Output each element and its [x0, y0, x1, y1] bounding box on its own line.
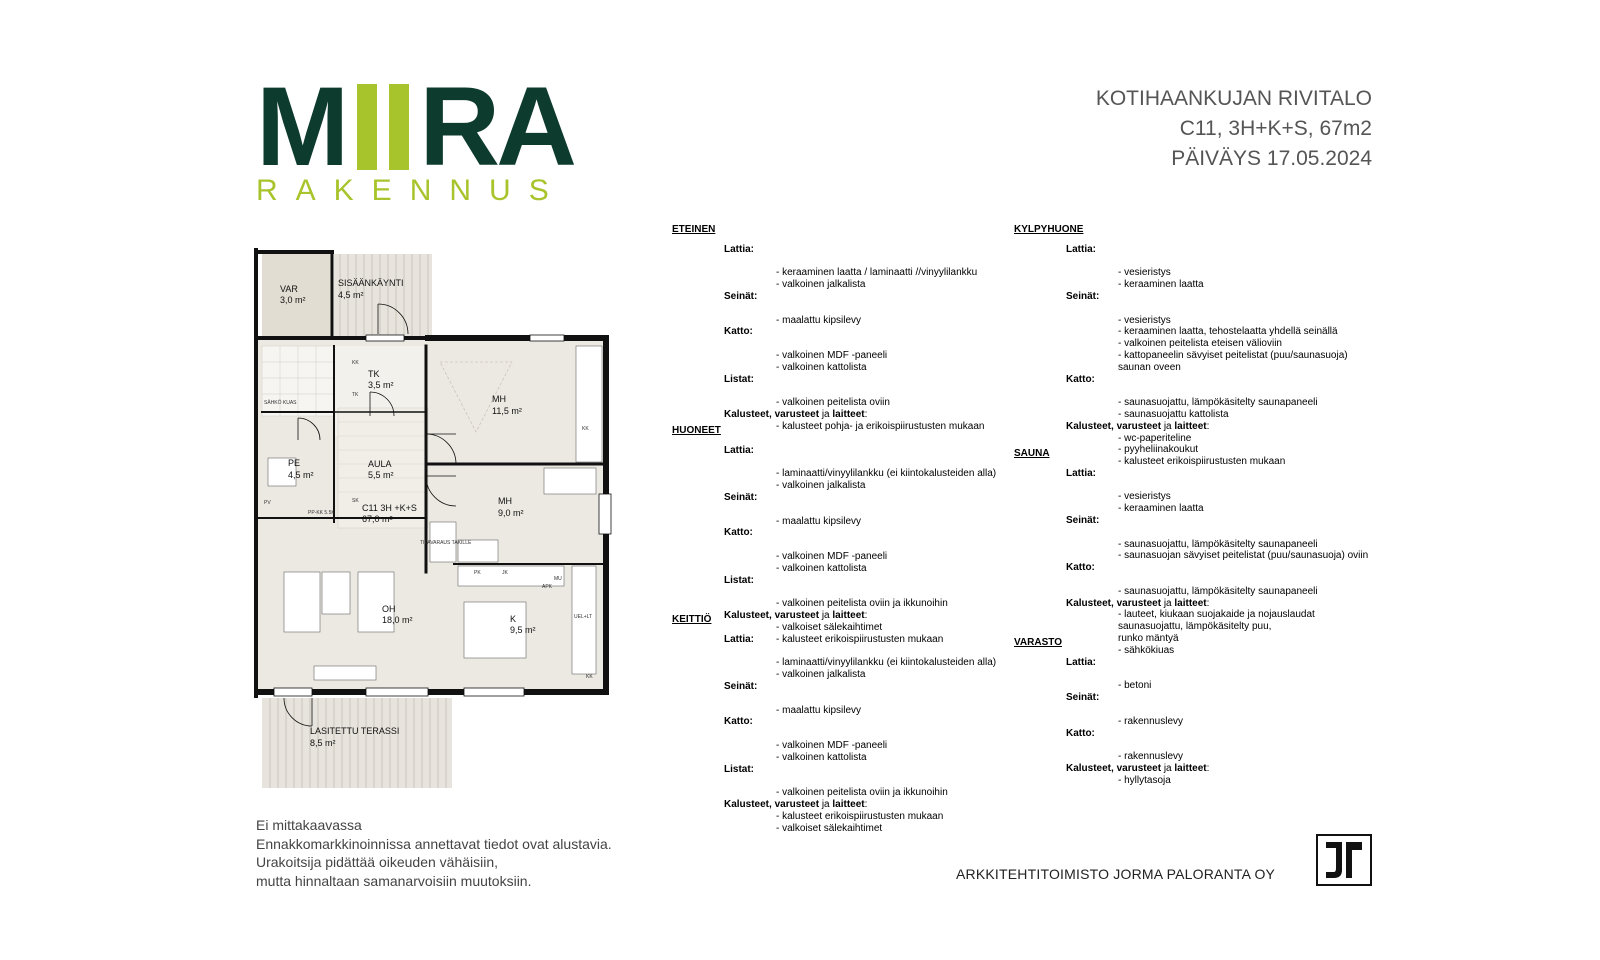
eteinen-katto-item: - valkoinen MDF -paneeli: [776, 349, 888, 361]
kylpyhuone-lattia-item: - keraaminen laatta: [1118, 279, 1204, 291]
huoneet-lattia-item: - laminaatti/vinyylilankku (ei kiintokalusteiden alla): [776, 468, 997, 480]
eteinen-kalusteet-item: - kalusteet pohja- ja erikoispiirustusten mukaan: [776, 420, 985, 432]
room-mh1-area: 11,5 m²: [492, 406, 522, 416]
sauna-lattia-item: - vesieristys: [1118, 491, 1171, 503]
project-name: KOTIHAANKUJAN RIVITALO: [1095, 87, 1372, 110]
keittio-katto-item: - valkoinen kattolista: [776, 751, 867, 763]
tag-jk: JK: [502, 570, 508, 576]
kalusteet-word: Kalusteet: [724, 408, 770, 420]
keittio-listat-label: Listat:: [724, 763, 754, 775]
logo-green-bars: [349, 84, 419, 170]
varasto-kalusteet-label: [1066, 763, 1209, 775]
room-terrace: LASITETTU TERASSI: [310, 726, 400, 736]
huoneet-katto-item: - valkoinen MDF -paneeli: [776, 550, 888, 562]
varusteet-word: , varusteet: [769, 798, 820, 810]
tag-pv: PV: [264, 500, 271, 506]
varasto-lattia-label: Lattia:: [1066, 656, 1096, 668]
varasto-seinat-item: - rakennuslevy: [1118, 715, 1184, 727]
room-pe-area: 4,5 m²: [288, 470, 314, 480]
room-aula: AULA: [368, 459, 392, 469]
kylpyhuone-title: KYLPYHUONE: [1014, 224, 1084, 235]
laitteet-word: laitteet: [832, 798, 865, 810]
tag-sahko: SÄHKÖ KUAS: [264, 400, 297, 406]
sauna-seinat-item: - saunasuojan sävyiset peitelistat (puu/saunasuoja) oviin: [1118, 550, 1369, 562]
sauna-kalusteet-item: - lauteet, kiukaan suojakaide ja nojauslaudat: [1118, 609, 1315, 621]
tag-tk: TK: [352, 392, 359, 398]
sauna-seinat-label: Seinät:: [1066, 514, 1100, 526]
keittio-seinat-item: - maalattu kipsilevy: [776, 704, 862, 716]
apartment-type: C11, 3H+K+S, 67m2: [1179, 117, 1372, 140]
huoneet-lattia-item: - valkoinen jalkalista: [776, 480, 866, 492]
room-k: K: [510, 614, 517, 624]
disclaimer-line-4: mutta hinnaltaan samanarvoisiin muutoksiin.: [256, 872, 532, 889]
huoneet-lattia-label: Lattia:: [724, 444, 754, 456]
eteinen-lattia-item: - keraaminen laatta / laminaatti //vinyylilankku: [776, 267, 978, 279]
room-pe: PE: [288, 458, 301, 468]
tag-sk: SK: [352, 498, 359, 504]
laitteet-word: laitteet: [1174, 597, 1207, 609]
kylpyhuone-seinat-item: - valkoinen peitelista eteisen välioviin: [1118, 338, 1282, 350]
eteinen-seinat-label: Seinät:: [724, 290, 758, 302]
ja-word: ja: [1161, 597, 1175, 609]
huoneet-listat-item: - valkoinen peitelista oviin ja ikkunoihin: [776, 598, 948, 610]
disclaimer-line-3: Urakoitsija pidättää oikeuden vähäisiin,: [256, 854, 499, 870]
colon: :: [1206, 762, 1210, 774]
tag-kk-mh1: KK: [582, 426, 589, 432]
tag-mu: MU: [554, 576, 562, 582]
varusteet-word: , varusteet: [1111, 420, 1162, 432]
sauna-kalusteet-item: - sähkökiuas: [1118, 644, 1175, 656]
unit-name: C11 3H +K+S: [362, 503, 417, 513]
varasto-seinat-label: Seinät:: [1066, 692, 1100, 704]
sauna-seinat-item: - saunasuojattu, lämpökäsitelty saunapaneeli: [1118, 538, 1318, 550]
kylpyhuone-lattia-item: - vesieristys: [1118, 267, 1171, 279]
logo-letters-ra: RA: [419, 64, 574, 189]
keittio-lattia-item: - valkoinen jalkalista: [776, 669, 866, 681]
sauna-kalusteet-item: saunasuojattu, lämpökäsitelty puu,: [1118, 621, 1272, 633]
room-oh: OH: [382, 604, 396, 614]
room-entrance: SISÄÄNKÄYNTI: [338, 278, 404, 288]
disclaimer: [256, 816, 612, 890]
section-eteinen: [672, 224, 984, 433]
keittio-title: KEITTIÖ: [672, 614, 712, 625]
tag-kk: KK: [352, 360, 359, 366]
sauna-katto-label: Katto:: [1066, 562, 1095, 574]
unit-area: 67,0 m²: [362, 514, 393, 524]
eteinen-katto-label: Katto:: [724, 326, 753, 338]
ja-word: ja: [819, 408, 833, 420]
kylpyhuone-katto-item: - saunasuojattu kattolista: [1118, 408, 1229, 420]
mira-rakennus-logo: [256, 64, 600, 210]
huoneet-kalusteet-item: - valkoiset sälekaihtimet: [776, 621, 883, 633]
section-huoneet: [672, 425, 996, 645]
eteinen-kalusteet-label: [724, 409, 984, 421]
ja-word: ja: [1161, 762, 1175, 774]
eteinen-seinat-item: - maalattu kipsilevy: [776, 314, 862, 326]
huoneet-title: HUONEET: [672, 425, 721, 436]
varasto-katto-label: Katto:: [1066, 727, 1095, 739]
kylpyhuone-katto-item: - saunasuojattu, lämpökäsitelty saunapaneeli: [1118, 397, 1318, 409]
colon: :: [1206, 597, 1210, 609]
huoneet-kalusteet-item: - kalusteet erikoispiirustusten mukaan: [776, 633, 944, 645]
varusteet-word: , varusteet: [769, 609, 820, 621]
room-tk: TK: [368, 369, 380, 379]
disclaimer-line-2: Ennakkomarkkinoinnissa annettavat tiedot ovat alustavia.: [256, 835, 612, 852]
kylpyhuone-seinat-label: Seinät:: [1066, 290, 1100, 302]
huoneet-listat-label: Listat:: [724, 574, 754, 586]
kalusteet-word: Kalusteet: [724, 798, 770, 810]
sauna-lattia-label: Lattia:: [1066, 467, 1096, 479]
room-k-area: 9,5 m²: [510, 625, 536, 635]
kylpyhuone-seinat-item: - keraaminen laatta, tehostelaatta yhdellä seinällä: [1118, 326, 1338, 338]
eteinen-title: ETEINEN: [672, 224, 716, 235]
tag-apk: APK: [542, 584, 553, 590]
kalusteet-word: Kalusteet: [724, 609, 770, 621]
kylpyhuone-kalusteet-item: - kalusteet erikoispiirustusten mukaan: [1118, 456, 1286, 468]
keittio-lattia-label: Lattia:: [724, 633, 754, 645]
room-aula-area: 5,5 m²: [368, 470, 394, 480]
huoneet-katto-label: Katto:: [724, 527, 753, 539]
tag-uel: UEL+LT: [574, 614, 593, 620]
section-varasto: [1014, 637, 1209, 787]
tag-tilavaraus: TILAVARAUS TAKILLE: [420, 540, 472, 546]
varusteet-word: , varusteet: [1111, 762, 1162, 774]
keittio-kalusteet-item: - kalusteet erikoispiirustusten mukaan: [776, 810, 944, 822]
sauna-kalusteet-item: runko mäntyä: [1118, 632, 1179, 644]
varasto-katto-item: - rakennuslevy: [1118, 751, 1184, 763]
keittio-listat-item: - valkoinen peitelista oviin ja ikkunoihin: [776, 787, 948, 799]
sauna-katto-item: - saunasuojattu, lämpökäsitelty saunapaneeli: [1118, 585, 1318, 597]
eteinen-listat-item: - valkoinen peitelista oviin: [776, 397, 890, 409]
eteinen-lattia-item: - valkoinen jalkalista: [776, 279, 866, 291]
kylpyhuone-seinat-item: saunan oveen: [1118, 361, 1181, 373]
section-sauna: [1014, 448, 1368, 657]
keittio-katto-label: Katto:: [724, 716, 753, 728]
colon: :: [864, 609, 868, 621]
room-oh-area: 18,0 m²: [382, 615, 413, 625]
tag-ppk: PP-KK 5.5K: [308, 510, 335, 516]
keittio-lattia-item: - laminaatti/vinyylilankku (ei kiintokalusteiden alla): [776, 657, 997, 669]
floor-plan: [254, 222, 624, 812]
room-mh1: MH: [492, 394, 506, 404]
logo-letter-m: M: [256, 64, 346, 189]
kalusteet-word: Kalusteet: [1066, 762, 1112, 774]
varasto-kalusteet-item: - hyllytasoja: [1118, 774, 1171, 786]
section-kylpyhuone: [1014, 224, 1348, 468]
keittio-kalusteet-label: [724, 799, 996, 811]
huoneet-seinat-label: Seinät:: [724, 491, 758, 503]
laitteet-word: laitteet: [1174, 762, 1207, 774]
varusteet-word: , varusteet: [769, 408, 820, 420]
kylpyhuone-kalusteet-label: [1066, 421, 1348, 433]
section-keittio: [672, 614, 996, 834]
laitteet-word: laitteet: [1174, 420, 1207, 432]
kalusteet-word: Kalusteet: [1066, 597, 1112, 609]
kylpyhuone-katto-label: Katto:: [1066, 373, 1095, 385]
date: PÄIVÄYS 17.05.2024: [1171, 147, 1372, 170]
project-header: [1096, 84, 1372, 174]
varusteet-word: , varusteet: [1111, 597, 1162, 609]
sauna-title: SAUNA: [1014, 448, 1050, 459]
huoneet-seinat-item: - maalattu kipsilevy: [776, 515, 862, 527]
room-terrace-area: 8,5 m²: [310, 738, 336, 748]
ja-word: ja: [819, 609, 833, 621]
kylpyhuone-seinat-item: - vesieristys: [1118, 314, 1171, 326]
sauna-kalusteet-label: [1066, 598, 1368, 610]
eteinen-listat-label: Listat:: [724, 373, 754, 385]
varasto-lattia-item: - betoni: [1118, 680, 1152, 692]
room-entrance-area: 4,5 m²: [338, 290, 364, 300]
architect-name: ARKKITEHTITOIMISTO JORMA PALORANTA OY: [956, 866, 1276, 882]
room-mh2-area: 9,0 m²: [498, 508, 524, 518]
disclaimer-line-1: Ei mittakaavassa: [256, 817, 362, 833]
ja-word: ja: [819, 798, 833, 810]
huoneet-katto-item: - valkoinen kattolista: [776, 562, 867, 574]
kylpyhuone-lattia-label: Lattia:: [1066, 243, 1096, 255]
room-mh2: MH: [498, 496, 512, 506]
ja-word: ja: [1161, 420, 1175, 432]
keittio-kalusteet-item: - valkoiset sälekaihtimet: [776, 822, 883, 834]
colon: :: [1206, 420, 1210, 432]
logo-subtitle: RAKENNUS: [256, 174, 567, 207]
kalusteet-word: Kalusteet: [1066, 420, 1112, 432]
colon: :: [864, 408, 868, 420]
varasto-title: VARASTO: [1014, 637, 1062, 648]
colon: :: [864, 798, 868, 810]
laitteet-word: laitteet: [832, 408, 865, 420]
keittio-seinat-label: Seinät:: [724, 680, 758, 692]
eteinen-lattia-label: Lattia:: [724, 243, 754, 255]
eteinen-katto-item: - valkoinen kattolista: [776, 361, 867, 373]
keittio-katto-item: - valkoinen MDF -paneeli: [776, 739, 888, 751]
room-var-area: 3,0 m²: [280, 295, 306, 305]
kylpyhuone-kalusteet-item: - pyyheliinakoukut: [1118, 444, 1199, 456]
laitteet-word: laitteet: [832, 609, 865, 621]
kylpyhuone-seinat-item: - kattopaneelin sävyiset peitelistat (puu/saunasuoja): [1118, 349, 1348, 361]
tag-kk-k: KK: [586, 674, 593, 680]
room-tk-area: 3,5 m²: [368, 380, 394, 390]
architect-logo: [1316, 834, 1372, 886]
tag-pk: PK: [474, 570, 481, 576]
sauna-lattia-item: - keraaminen laatta: [1118, 503, 1204, 515]
kylpyhuone-kalusteet-item: - wc-paperiteline: [1118, 432, 1192, 444]
room-var: VAR: [280, 284, 298, 294]
